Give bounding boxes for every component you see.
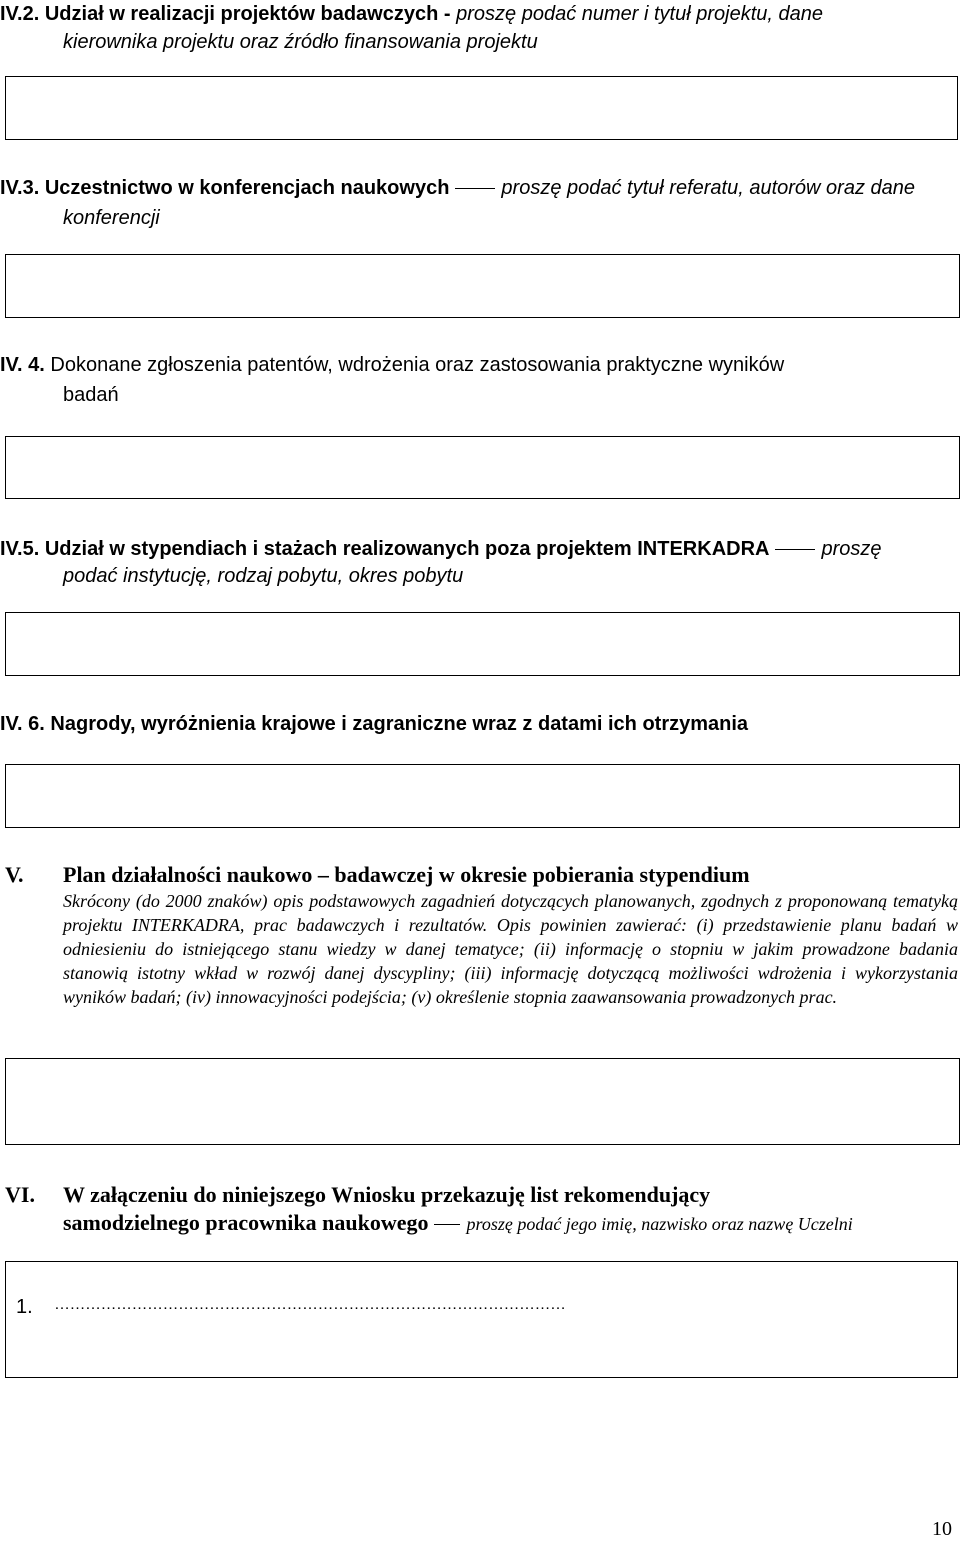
section-vi-title-2: samodzielnego pracownika naukowego [63,1210,429,1235]
section-vi-title-cont [63,1208,960,1239]
entry-line[interactable]: ……………………………………………………………………………………… [54,1296,566,1313]
section-iv3-heading [0,174,960,202]
dash [434,1224,460,1225]
section-iv2-hint-cont [63,28,538,56]
section-title: Udział w stypendiach i stażach realizowanych poza projektem INTERKADRA [44,538,770,560]
entry-number: 1. [16,1296,33,1318]
section-iv6-heading [0,710,960,738]
section-title: Udział w realizacji projektów badawczych - [44,3,451,25]
section-hint: kierownika projektu oraz źródło finansowania projektu [63,31,538,53]
section-vi-title: W załączeniu do niniejszego Wniosku przekazuję list rekomendujący [63,1182,711,1207]
answer-box-iv2[interactable] [5,76,958,140]
dash [775,549,815,550]
section-number: IV.3. [0,177,40,199]
section-iv5-hint-cont [63,562,463,590]
section-v-description-text: Skrócony (do 2000 znaków) opis podstawowych zagadnień dotyczących planowanych, zgodnych z proponowaną tematyką projektu INTERKADRA, prac badawczych i rezultatów. Opis powinien zawierać: (i) przedstawienie planu badań w odniesieniu do istniejącego stanu wiedzy w danej tematyce; (ii) informację o stopniu w jakim prowadzone badania stanowią istotny wkład w rozwój danej dyscypliny; (iii) informację dotyczącą możliwości wdrożenia i wykorzystania wyników badań; (iv) innowacyjności podejścia; (v) określenie stopnia zaawansowania prowadzonych prac. [63,891,958,1007]
section-title: Uczestnictwo w konferencjach naukowych [44,177,450,199]
page-number: 10 [932,1518,952,1540]
answer-box-iv4[interactable] [5,436,960,499]
section-hint: podać instytucję, rodzaj pobytu, okres pobytu [63,565,464,587]
section-title: Nagrody, wyróżnienia krajowe i zagraniczne wraz z datami ich otrzymania [50,713,749,735]
answer-box-iv3[interactable] [5,254,960,318]
answer-box-iv5[interactable] [5,612,960,676]
section-v-number: V. [5,862,24,887]
section-iv4-title-cont [63,381,119,409]
section-v-description [63,889,958,1009]
dash [455,188,495,189]
section-title: badań [63,384,119,406]
section-number: IV.2. [0,3,40,25]
section-vi-hint: proszę podać jego imię, nazwisko oraz nazwę Uczelni [466,1214,853,1234]
section-iv5-heading [0,535,960,563]
section-v-title: Plan działalności naukowo – badawczej w okresie pobierania stypendium [63,862,750,887]
section-iv4-heading [0,351,960,379]
answer-box-iv6[interactable] [5,764,960,828]
section-number: IV. 4. [0,354,45,376]
answer-box-v[interactable] [5,1058,960,1145]
section-vi-number: VI. [5,1182,35,1207]
section-iv3-hint-cont [63,204,160,232]
answer-box-vi[interactable] [5,1261,958,1378]
section-hint: konferencji [63,207,160,229]
section-title: Dokonane zgłoszenia patentów, wdrożenia oraz zastosowania praktyczne wyników [50,354,785,376]
section-hint: proszę podać numer i tytuł projektu, dane [456,3,823,25]
section-number: IV. 6. [0,713,45,735]
section-iv2-heading [0,0,960,28]
section-hint: proszę podać tytuł referatu, autorów oraz dane [501,177,915,199]
section-hint: proszę [821,538,882,560]
section-number: IV.5. [0,538,40,560]
